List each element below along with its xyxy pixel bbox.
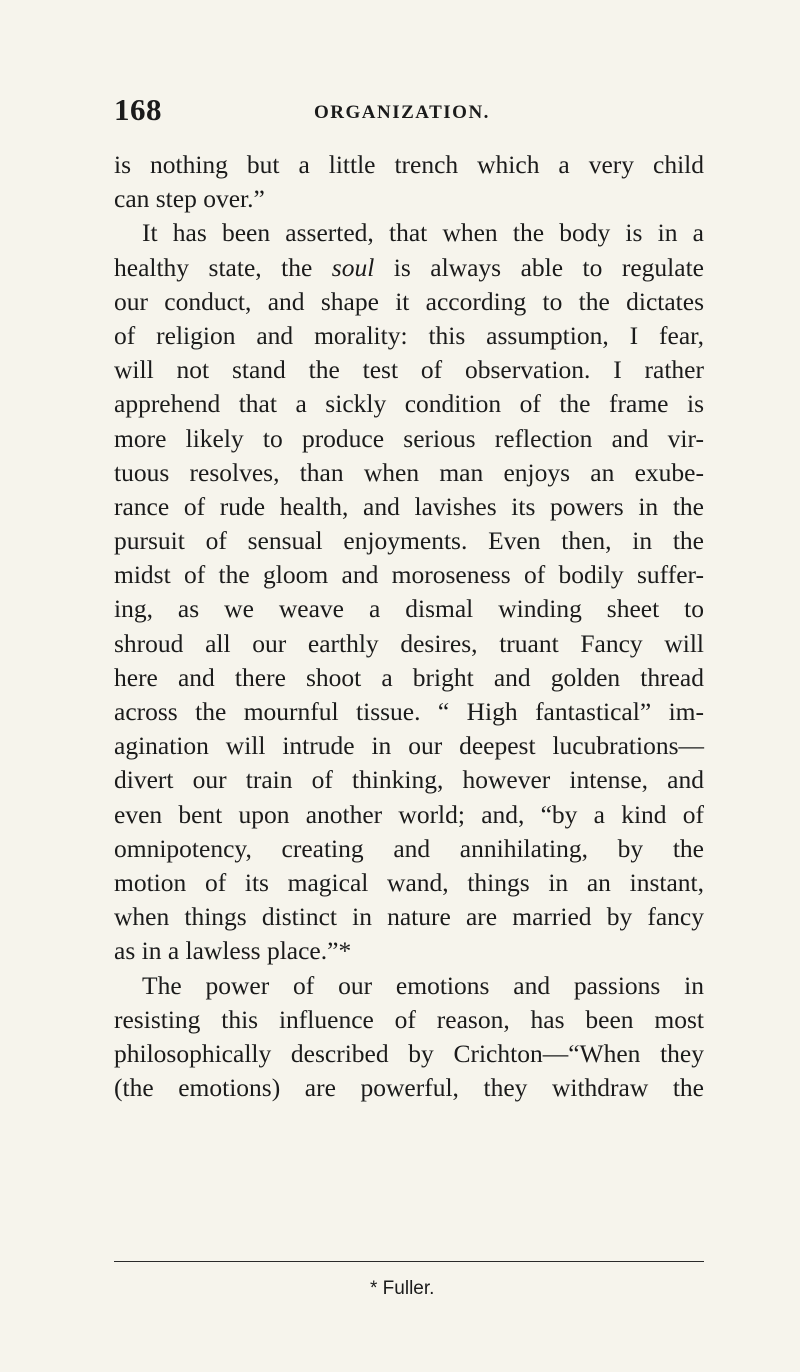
- page-header: [114, 92, 704, 132]
- text-line: rance of rude health, and lavishes its powers in the: [114, 491, 704, 521]
- text-fragment: healthy state, the: [114, 252, 332, 282]
- text-line: (the emotions) are powerful, they withdraw the: [114, 1073, 704, 1103]
- running-head: ORGANIZATION.: [314, 102, 490, 123]
- text-line: will not stand the test of observation. I rather: [114, 355, 704, 385]
- page-number: 168: [114, 92, 162, 127]
- text-line: midst of the gloom and moroseness of bodily suffer-: [114, 560, 704, 590]
- text-line: philosophically described by Crichton—“When they: [114, 1038, 704, 1068]
- text-line: shroud all our earthly desires, truant Fancy will: [114, 628, 704, 658]
- text-line: across the mournful tissue. “ High fantastical” im-: [114, 697, 704, 726]
- text-line: more likely to produce serious reflection and vir-: [114, 423, 704, 453]
- footnote: * Fuller.: [370, 1278, 435, 1299]
- text-line: our conduct, and shape it according to the dictates: [114, 286, 704, 316]
- text-line: tuous resolves, than when man enjoys an exube-: [114, 457, 704, 487]
- footnote-divider: [114, 1261, 704, 1262]
- text-line: can step over.”: [114, 184, 265, 214]
- text-line: resisting this influence of reason, has been most: [114, 1004, 704, 1034]
- text-line: of religion and morality: this assumption, I fear,: [114, 320, 704, 350]
- text-line: omnipotency, creating and annihilating, by the: [114, 833, 704, 863]
- text-line: motion of its magical wand, things in an instant,: [114, 867, 704, 897]
- text-line: here and there shoot a bright and golden thread: [114, 662, 704, 692]
- emphasized-word: soul: [331, 252, 375, 282]
- text-line: is nothing but a little trench which a very child: [114, 150, 704, 179]
- text-fragment: is always able to regulate: [374, 252, 704, 282]
- text-line: ing, as we weave a dismal winding sheet to: [114, 594, 704, 624]
- text-line: agination will intrude in our deepest lucubrations—: [114, 731, 704, 761]
- text-line: [114, 251, 704, 285]
- text-line: divert our train of thinking, however intense, and: [114, 765, 704, 795]
- text-line: apprehend that a sickly condition of the frame is: [114, 389, 704, 419]
- body-text: [114, 148, 704, 1105]
- text-line: The power of our emotions and passions in: [142, 970, 704, 1000]
- text-line: pursuit of sensual enjoyments. Even then, in the: [114, 526, 704, 556]
- text-line: It has been asserted, that when the body is in a: [142, 218, 704, 248]
- text-line: even bent upon another world; and, “by a kind of: [114, 799, 704, 829]
- text-line: as in a lawless place.”*: [114, 936, 352, 966]
- text-line: when things distinct in nature are married by fancy: [114, 902, 704, 932]
